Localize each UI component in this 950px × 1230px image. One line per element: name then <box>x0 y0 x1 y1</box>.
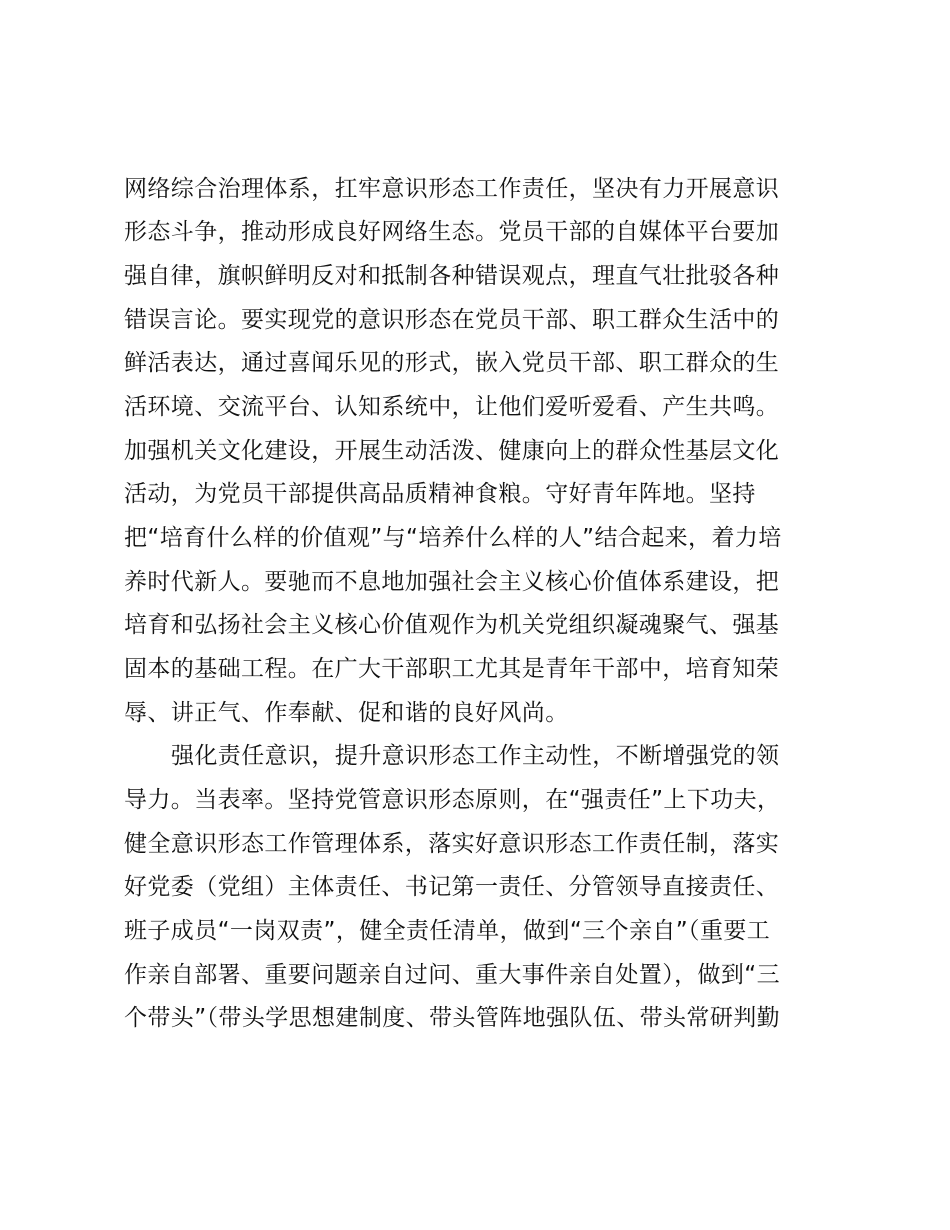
text-line: 导力。当表率。坚持党管意识形态原则，在“强责任”上下功夫， <box>124 787 781 813</box>
text-line: 错误言论。要实现党的意识形态在党员干部、职工群众生活中的 <box>124 307 780 333</box>
text-line: 固本的基础工程。在广大干部职工尤其是青年干部中，培育知荣 <box>124 656 780 682</box>
text-line: 鲜活表达，通过喜闻乐见的形式，嵌入党员干部、职工群众的生 <box>124 350 780 376</box>
text-line: 健全意识形态工作管理体系，落实好意识形态工作责任制，落实 <box>124 831 780 857</box>
text-line: 活环境、交流平台、认知系统中，让他们爱听爱看、产生共鸣。 <box>124 394 780 420</box>
text-line: 把“培育什么样的价值观”与“培养什么样的人”结合起来，着力培 <box>124 525 782 551</box>
paragraph-first-line: 强化责任意识，提升意识形态工作主动性，不断增强党的领 <box>171 743 780 769</box>
text-line: 活动，为党员干部提供高品质精神食粮。守好青年阵地。坚持 <box>124 481 756 507</box>
text-line: 班子成员“一岗双责”，健全责任清单，做到“三个亲自”（重要工 <box>124 918 771 944</box>
text-line: 培育和弘扬社会主义核心价值观作为机关党组织凝魂聚气、强基 <box>124 612 780 638</box>
text-line: 形态斗争，推动形成良好网络生态。党员干部的自媒体平台要加 <box>124 219 780 245</box>
text-line: 加强机关文化建设，开展生动活泼、健康向上的群众性基层文化 <box>124 438 780 464</box>
text-line: 个带头”（带头学思想建制度、带头管阵地强队伍、带头常研判勤 <box>124 1005 781 1031</box>
text-line: 网络综合治理体系，扛牢意识形态工作责任，坚决有力开展意识 <box>124 176 780 202</box>
text-line: 作亲自部署、重要问题亲自过问、重大事件亲自处置），做到“三 <box>124 962 781 988</box>
text-line: 辱、讲正气、作奉献、促和谐的良好风尚。 <box>124 700 569 726</box>
text-line: 强自律，旗帜鲜明反对和抵制各种错误观点，理直气壮批驳各种 <box>124 263 780 289</box>
text-line: 好党委（党组）主体责任、书记第一责任、分管领导直接责任、 <box>124 874 780 900</box>
text-line: 养时代新人。要驰而不息地加强社会主义核心价值体系建设，把 <box>124 569 780 595</box>
